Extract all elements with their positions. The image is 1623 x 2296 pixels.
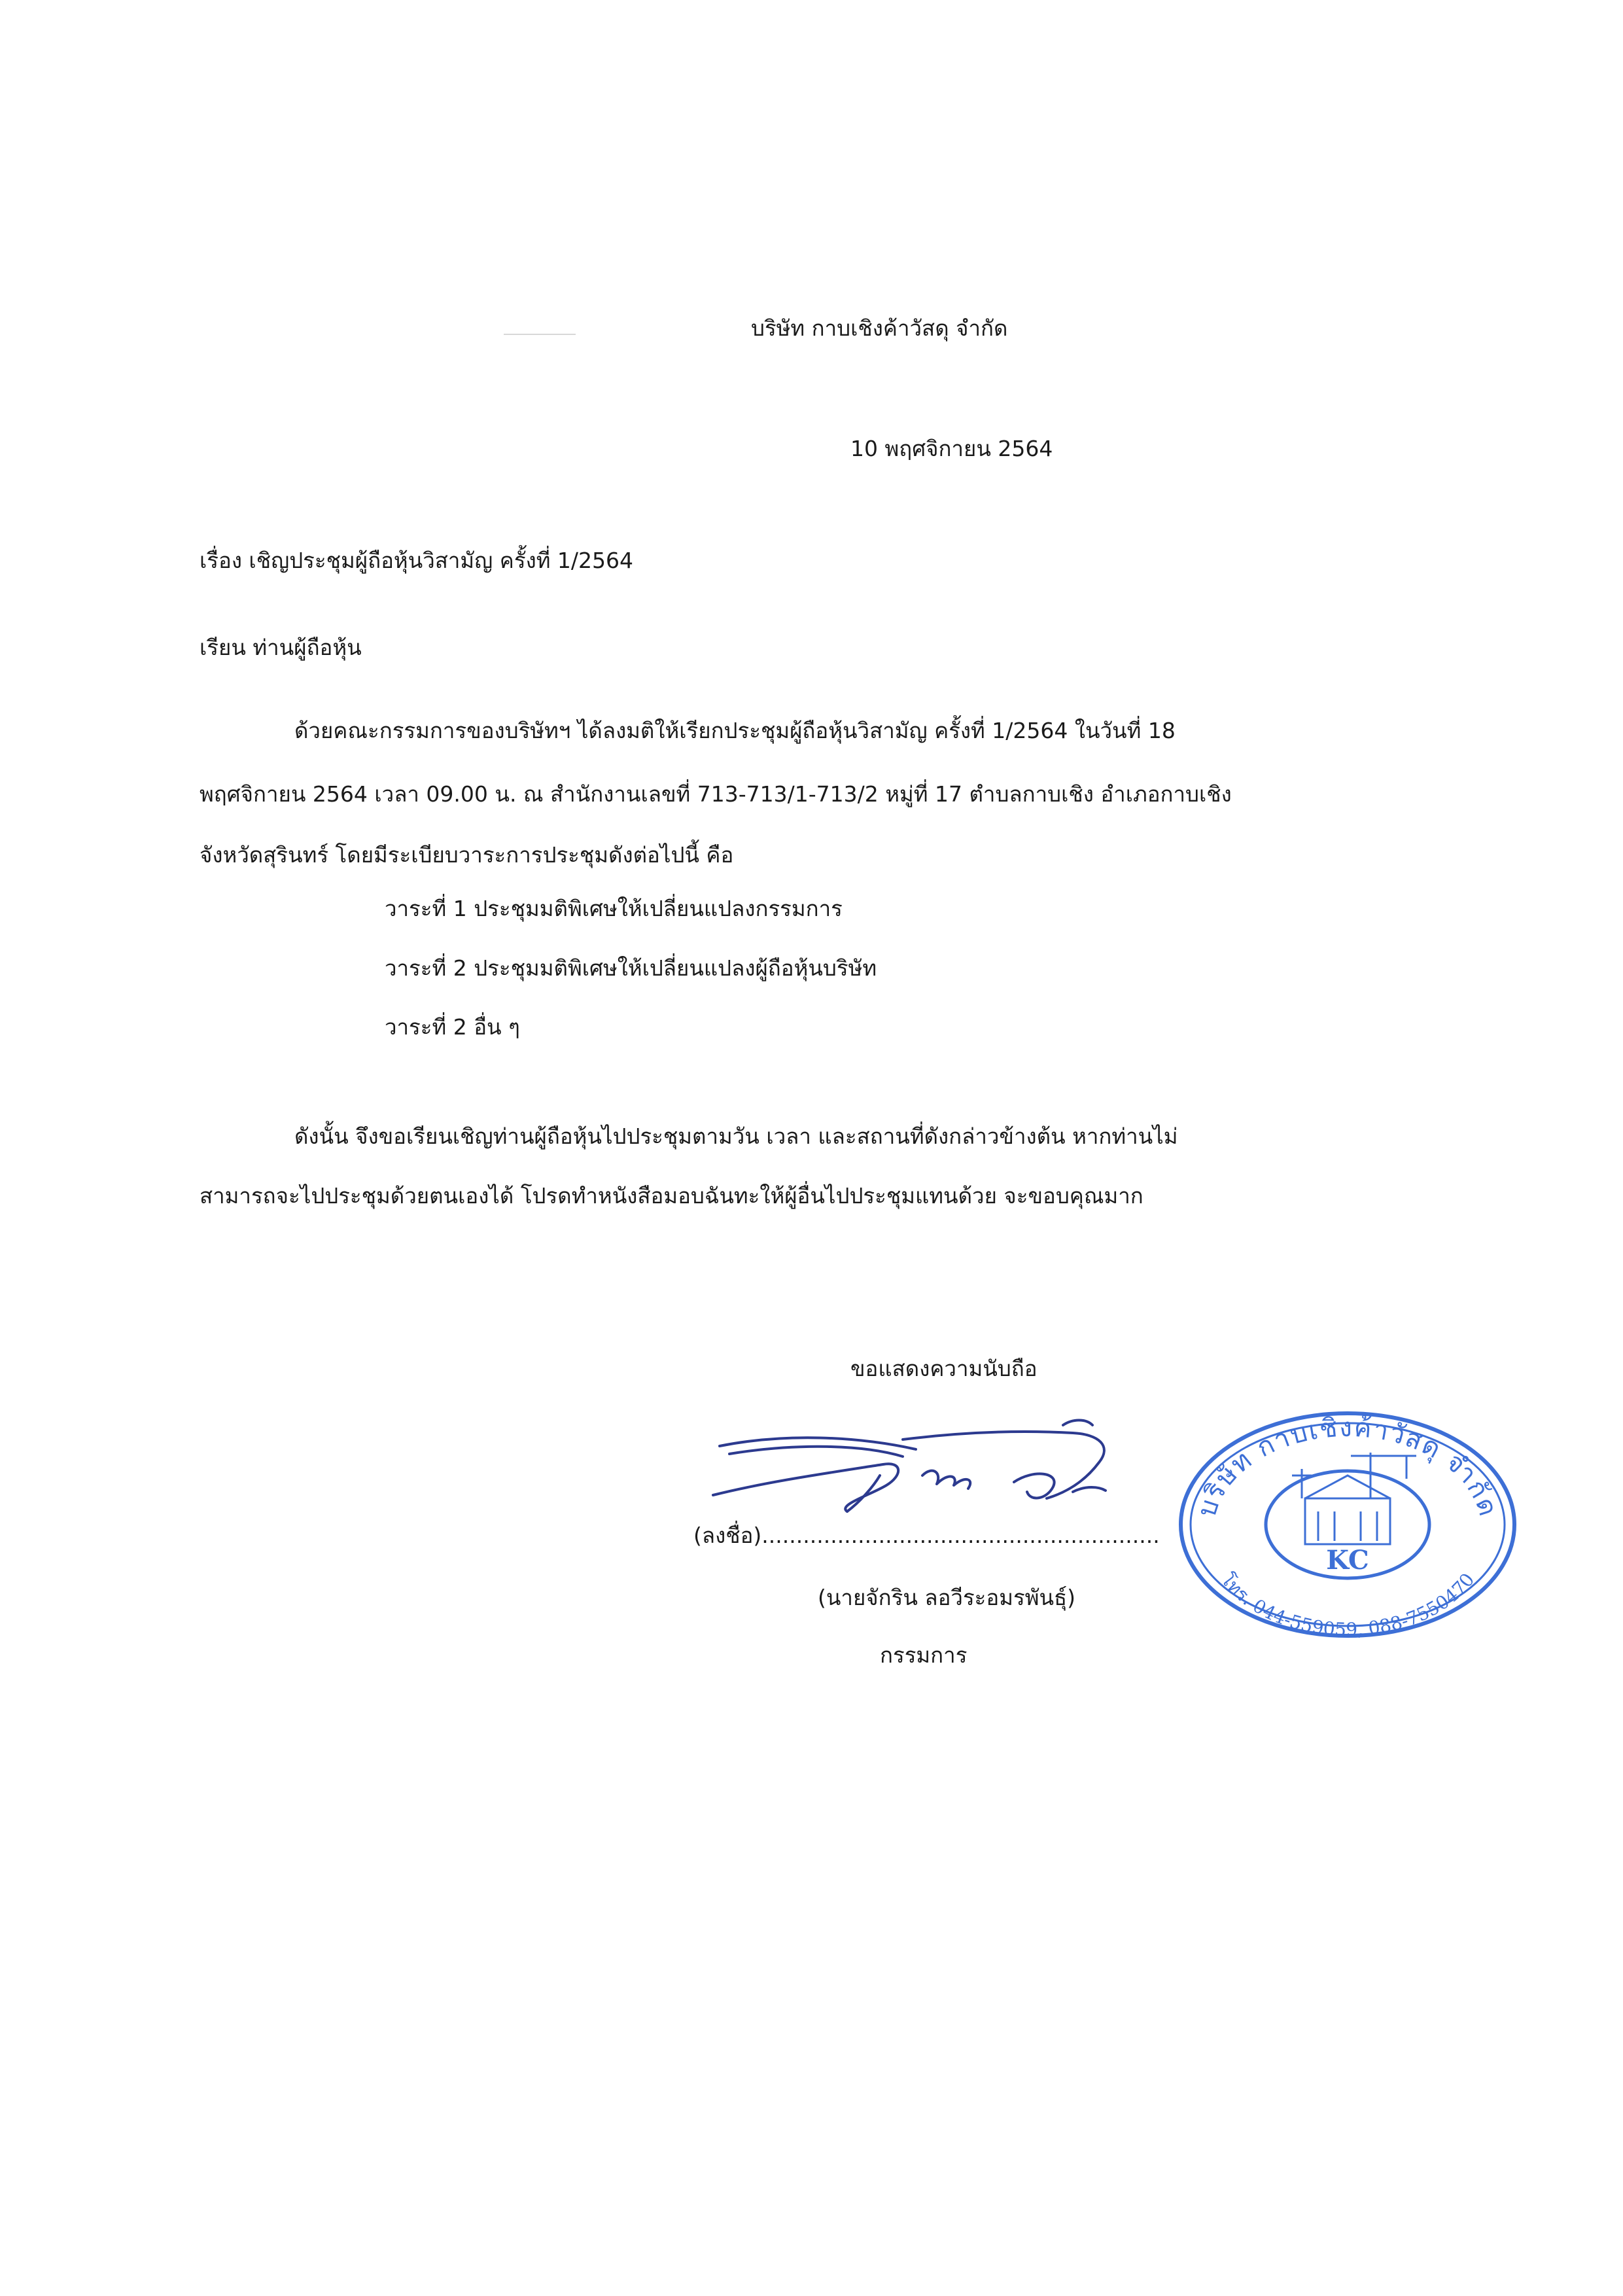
letter-salutation: เรียน ท่านผู้ถือหุ้น — [200, 635, 362, 660]
stamp-top-text: บริษัท กาบเชิงค้าวัสดุ จำกัด — [1191, 1412, 1504, 1521]
agenda-item-2: วาระที่ 2 ประชุมมติพิเศษให้เปลี่ยนแปลงผู้ถือหุ้นบริษัท — [385, 955, 877, 981]
signer-title: กรรมการ — [880, 1642, 968, 1668]
body-para2-line1: ดังนั้น จึงขอเรียนเชิญท่านผู้ถือหุ้นไปประชุมตามวัน เวลา และสถานที่ดังกล่าวข้างต้น หากท่านไม่ — [294, 1123, 1178, 1149]
body-para1-line3: จังหวัดสุรินทร์ โดยมีระเบียบวาระการประชุมดังต่อไปนี้ คือ — [200, 842, 734, 868]
body-para2-line2: สามารถจะไปประชุมด้วยตนเองได้ โปรดทำหนังสือมอบฉันทะให้ผู้อื่นไปประชุมแทนด้วย จะขอบคุณมาก — [200, 1183, 1143, 1209]
body-para1-line1: ด้วยคณะกรรมการของบริษัทฯ ได้ลงมติให้เรียกประชุมผู้ถือหุ้นวิสามัญ ครั้งที่ 1/2564 ในวันที่ 18 — [294, 718, 1176, 743]
agenda-item-1: วาระที่ 1 ประชุมมติพิเศษให้เปลี่ยนแปลงกรรมการ — [385, 896, 843, 921]
letter-subject: เรื่อง เชิญประชุมผู้ถือหุ้นวิสามัญ ครั้งที่ 1/2564 — [200, 548, 634, 573]
signature — [707, 1413, 1164, 1531]
closing: ขอแสดงความนับถือ — [850, 1356, 1038, 1381]
company-name: บริษัท กาบเชิงค้าวัสดุ จำกัด — [751, 315, 1008, 341]
stamp-logo-text: KC — [1326, 1545, 1369, 1576]
scan-artifact-line — [504, 334, 576, 335]
letter-date: 10 พฤศจิกายน 2564 — [850, 436, 1053, 461]
company-stamp — [1174, 1407, 1521, 1642]
stamp-bottom-text: โทร. 044-559059, 088-7550470 — [1216, 1569, 1479, 1641]
sign-label: (ลงชื่อ).......................................................... — [693, 1523, 1160, 1548]
agenda-item-3: วาระที่ 2 อื่น ๆ — [385, 1014, 520, 1040]
body-para1-line2: พฤศจิกายน 2564 เวลา 09.00 น. ณ สำนักงานเลขที่ 713-713/1-713/2 หมู่ที่ 17 ตำบลกาบเชิง อำเภอกาบเชิง — [200, 781, 1232, 807]
signer-name: (นายจักริน ลอวีระอมรพันธุ์) — [818, 1585, 1076, 1610]
stamp-building-icon — [1292, 1453, 1416, 1544]
